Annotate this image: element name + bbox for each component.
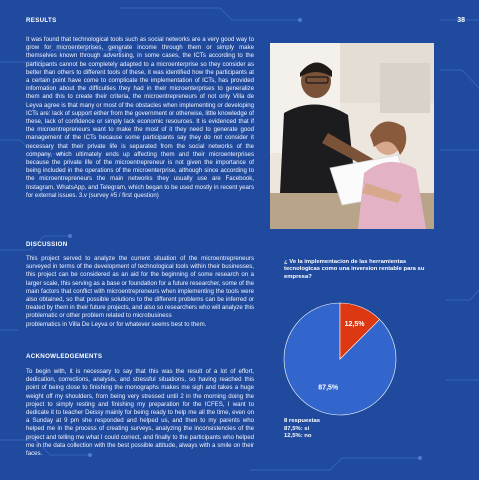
acknowledgements-heading: ACKNOWLEDGEMENTS (26, 353, 103, 360)
results-heading: RESULTS (26, 17, 57, 24)
chart-legend (284, 418, 320, 441)
photo-illustration (270, 43, 434, 229)
photo-two-people-reviewing-documents (270, 43, 434, 229)
discussion-text-end: problematics in Villa De Leyva or for whatever seems best to them. (26, 320, 207, 328)
legend-no: 12,5%: no (284, 433, 312, 440)
page-number: 38 (457, 17, 465, 24)
results-paragraph: It was found that technological tools such as social networks are a very good way to grow for microenterprises, generate income through them or simply make themselves known through advertising, in some cases, the ICTs according to the participants cannot be completely adapted to a microenterprise so they consider as better than others to different tools of these, it was identified how the participants at a certain point have come to complicate the implementation of ICTs, has provided information about the difficulties they had in their microenterprises to generalize them and this to create their criteria, the microentrepreneurs of not only Villa de Leyva agree is that many or most of the obstacles when implementing or developing ICTs are: lack of support either from the government or otherwise, little knowledge of these, lack of confidence or simply lack economic resources. It is evidenced that if the microentrepreneurs want to make the most of it they need to generate good management of the ICTs because some participants say they do not consider it necessary that their private life is separated from the social networks of the company, which ultimately ends up affecting them and their microenterprises because the private life of the microentrepreneur is not given the importance of being included in the operations of the microenterprise, although since according to the microentrepreneurs the main networks they usually use are Facebook, Instagram, WhatsApp, and Telegram, which began to be used mostly in recent years for external issues. 3.v (survey #5 / first question) (26, 36, 254, 199)
chart-title: ¿ Ve la implementacion de las herramientas tecnologicas como una inversion rentable para su empresa? (284, 259, 425, 280)
discussion-text: This project served to analyze the current situation of the microentrepreneurs surveyed in terms of the development of technological tools within their businesses, this project can be considered as an aid for the beginning of some research on a larger scale, this serving as a base or foundation for a future researcher, some of the main factors that conflict with microentrepreneurs when implementing the tools were also obtained, so that possible solutions to the different problems can be inferred or treated by them in their future projects, and also so researchers who will analyze this problematic or other problem related to microbusiness (26, 255, 254, 320)
responses-count: 8 respuestas (284, 418, 321, 424)
pie-chart-card (278, 255, 443, 455)
legend-si: 87,5%: si (284, 425, 310, 432)
discussion-heading: DISCUSSION (26, 241, 68, 248)
pie-label-si: 87,5% (318, 384, 339, 392)
acknowledgements-paragraph: To begin with, it is necessary to say that this was the result of a lot of effort, dedication, corrections, analysis, and stressful situations, so having reached this point of being close to finishing the monographs makes me sigh and takes a huge weight off my shoulders, from being very stressed until 2 in the morning doing the project to simply resting and finishing my preparation for the ICFES, I want to dedicate it to teacher Deissy mainly for being ready to help me all the time, even on a Sunday at 9 pm she responded and helped us, and then to my parents who helped me in the process of creating surveys, analyzing the inconsistencies of the project and telling me what I could correct, and finally to the participants who helped me in the data collection with the best possible attitude, always with a smile on their faces. (26, 368, 254, 458)
pie-label-no: 12,5% (344, 320, 365, 328)
discussion-paragraph (26, 255, 254, 329)
